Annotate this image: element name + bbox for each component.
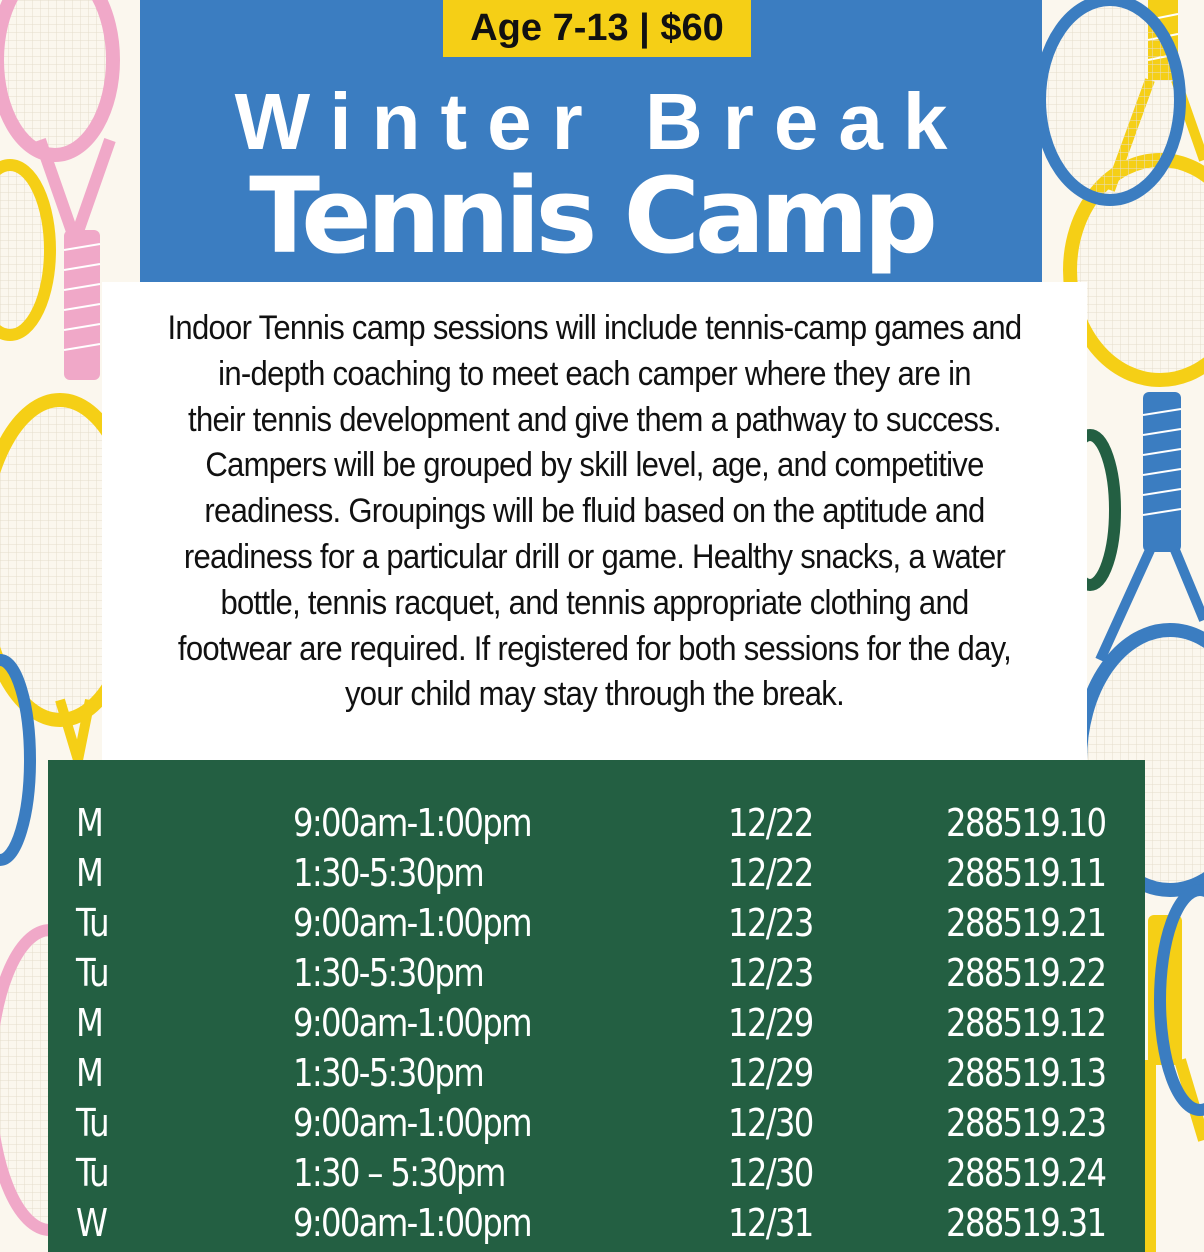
time-cell: 1:30-5:30pm: [293, 1051, 483, 1095]
description-line: Indoor Tennis camp sessions will include tennis-camp games and: [167, 309, 1022, 347]
schedule-row: [48, 1148, 1145, 1198]
day-cell: Tu: [76, 901, 108, 945]
date-cell: 12/22: [728, 851, 813, 895]
age-price-badge: Age 7-13 | $60: [443, 0, 751, 57]
description-line: footwear are required. If registered for both sessions for the day,: [177, 629, 1012, 668]
day-cell: M: [76, 1001, 103, 1045]
schedule-row: [48, 1048, 1145, 1098]
date-cell: 12/30: [728, 1151, 813, 1195]
course-code-cell: 288519.23: [946, 1101, 1106, 1145]
day-cell: M: [76, 1051, 103, 1095]
description-line: their tennis development and give them a pathway to success.: [188, 400, 1001, 439]
course-code-cell: 288519.31: [946, 1201, 1106, 1245]
schedule-row: [48, 1098, 1145, 1148]
date-cell: 12/22: [728, 801, 813, 845]
course-code-cell: 288519.11: [946, 851, 1106, 895]
title-winter-break: Winter Break: [234, 77, 968, 166]
day-cell: W: [76, 1201, 107, 1245]
description-text: [151, 306, 1038, 718]
schedule-row: [48, 1198, 1145, 1248]
description-line: Campers will be grouped by skill level, age, and competitive: [205, 446, 984, 485]
course-code-cell: 288519.10: [946, 801, 1106, 845]
title-tennis-camp: Tennis Camp: [249, 155, 933, 277]
course-code-cell: 288519.24: [946, 1151, 1106, 1195]
description-line: in-depth coaching to meet each camper where they are in: [218, 354, 971, 393]
time-cell: 1:30-5:30pm: [293, 951, 483, 995]
time-cell: 1:30-5:30pm: [293, 851, 483, 895]
time-cell: 9:00am-1:00pm: [293, 1201, 531, 1245]
description-line: readiness. Groupings will be fluid based on the aptitude and: [204, 492, 985, 531]
schedule-row: [48, 998, 1145, 1048]
course-code-cell: 288519.13: [946, 1051, 1106, 1095]
date-cell: 12/30: [728, 1101, 813, 1145]
course-code-cell: 288519.22: [946, 951, 1106, 995]
day-cell: M: [76, 851, 103, 895]
date-cell: 12/29: [728, 1001, 813, 1045]
time-cell: 9:00am-1:00pm: [293, 1101, 531, 1145]
date-cell: 12/23: [728, 901, 813, 945]
date-cell: 12/23: [728, 951, 813, 995]
day-cell: Tu: [76, 1151, 108, 1195]
description-line: your child may stay through the break.: [344, 675, 845, 714]
time-cell: 9:00am-1:00pm: [293, 801, 531, 845]
schedule-row: [48, 898, 1145, 948]
time-cell: 1:30 – 5:30pm: [293, 1151, 505, 1195]
schedule-row: [48, 948, 1145, 998]
schedule-row: [48, 848, 1145, 898]
time-cell: 9:00am-1:00pm: [293, 901, 531, 945]
description-line: readiness for a particular drill or game. Healthy snacks, a water: [183, 537, 1006, 576]
course-code-cell: 288519.21: [946, 901, 1106, 945]
day-cell: Tu: [76, 1101, 108, 1145]
course-code-cell: 288519.12: [946, 1001, 1106, 1045]
time-cell: 9:00am-1:00pm: [293, 1001, 531, 1045]
schedule-table: [48, 760, 1145, 1252]
day-cell: M: [76, 801, 103, 845]
schedule-row: [48, 798, 1145, 848]
date-cell: 12/31: [728, 1201, 813, 1245]
description-line: bottle, tennis racquet, and tennis appropriate clothing and: [220, 583, 969, 622]
day-cell: Tu: [76, 951, 108, 995]
date-cell: 12/29: [728, 1051, 813, 1095]
